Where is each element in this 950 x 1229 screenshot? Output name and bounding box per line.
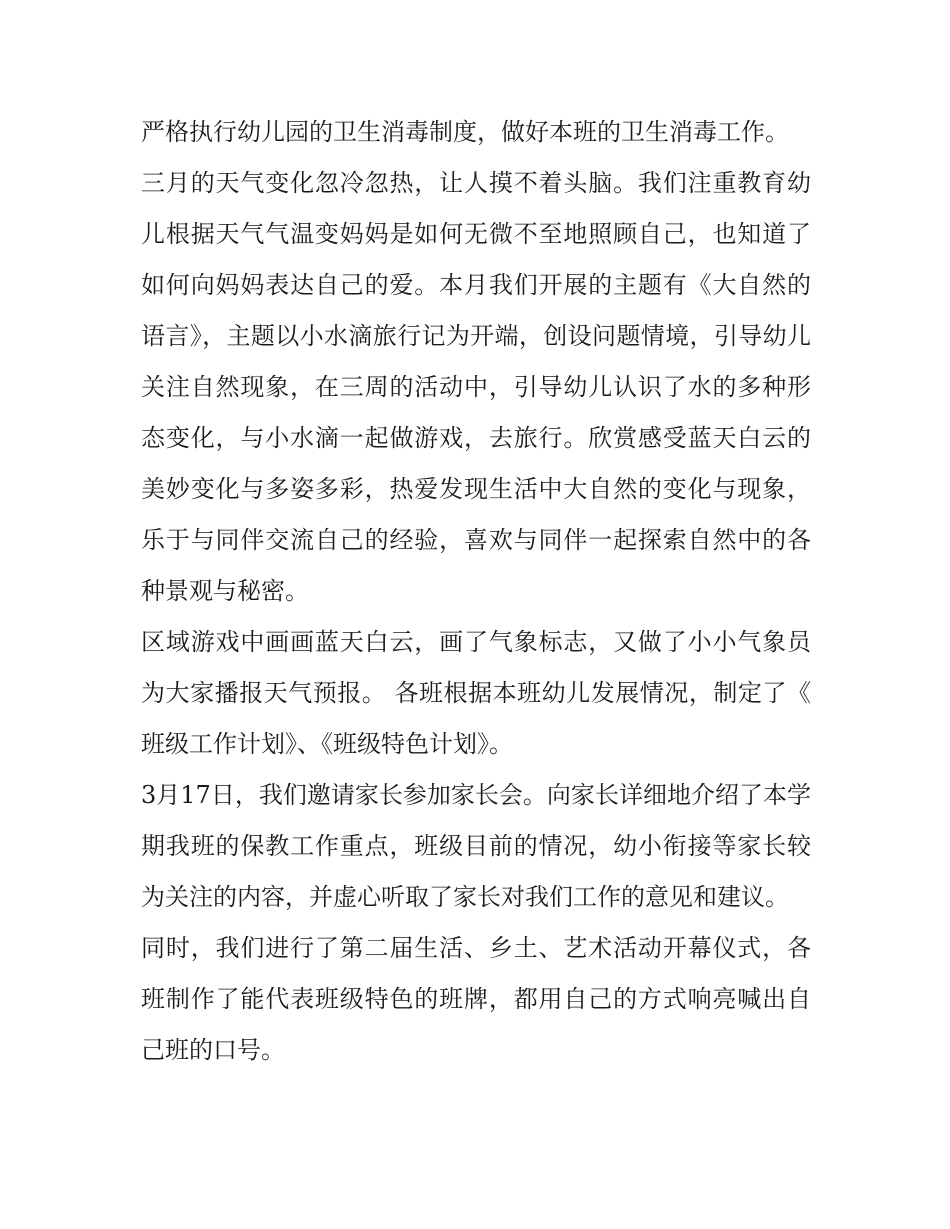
paragraph-opening-ceremony: 同时，我们进行了第二届生活、乡土、艺术活动开幕仪式，各班制作了能代表班级特色的班牌，都用自己的方式响亮喊出自己班的口号。 — [141, 934, 811, 1064]
paragraph-march-theme: 三月的天气变化忽冷忽热，让人摸不着头脑。我们注重教育幼儿根据天气气温变妈妈是如何无微不至地照顾自己，也知道了如何向妈妈表达自己的爱。本月我们开展的主题有《大自然的语言》，主题以小水滴旅行记为开端，创设问题情境，引导幼儿关注自然现象，在三周的活动中，引导幼儿认识了水的多种形态变化，与小水滴一起做游戏，去旅行。欣赏感受蓝天白云的美妙变化与多姿多彩，热爱发现生活中大自然的变化与现象，乐于与同伴交流自己的经验，喜欢与同伴一起探索自然中的各种景观与秘密。 — [141, 169, 811, 605]
paragraph-parent-meeting: 3月17日，我们邀请家长参加家长会。向家长详细地介绍了本学期我班的保教工作重点，班级目前的情况，幼小衔接等家长较为关注的内容，并虚心听取了家长对我们工作的意见和建议。 — [141, 781, 811, 911]
document-body — [141, 107, 811, 1076]
paragraph-area-games: 区域游戏中画画蓝天白云，画了气象标志，又做了小小气象员为大家播报天气预报。 各班根据本班幼儿发展情况，制定了《班级工作计划》、《班级特色计划》。 — [141, 628, 811, 758]
paragraph-hygiene: 严格执行幼儿园的卫生消毒制度，做好本班的卫生消毒工作。 — [141, 118, 789, 146]
